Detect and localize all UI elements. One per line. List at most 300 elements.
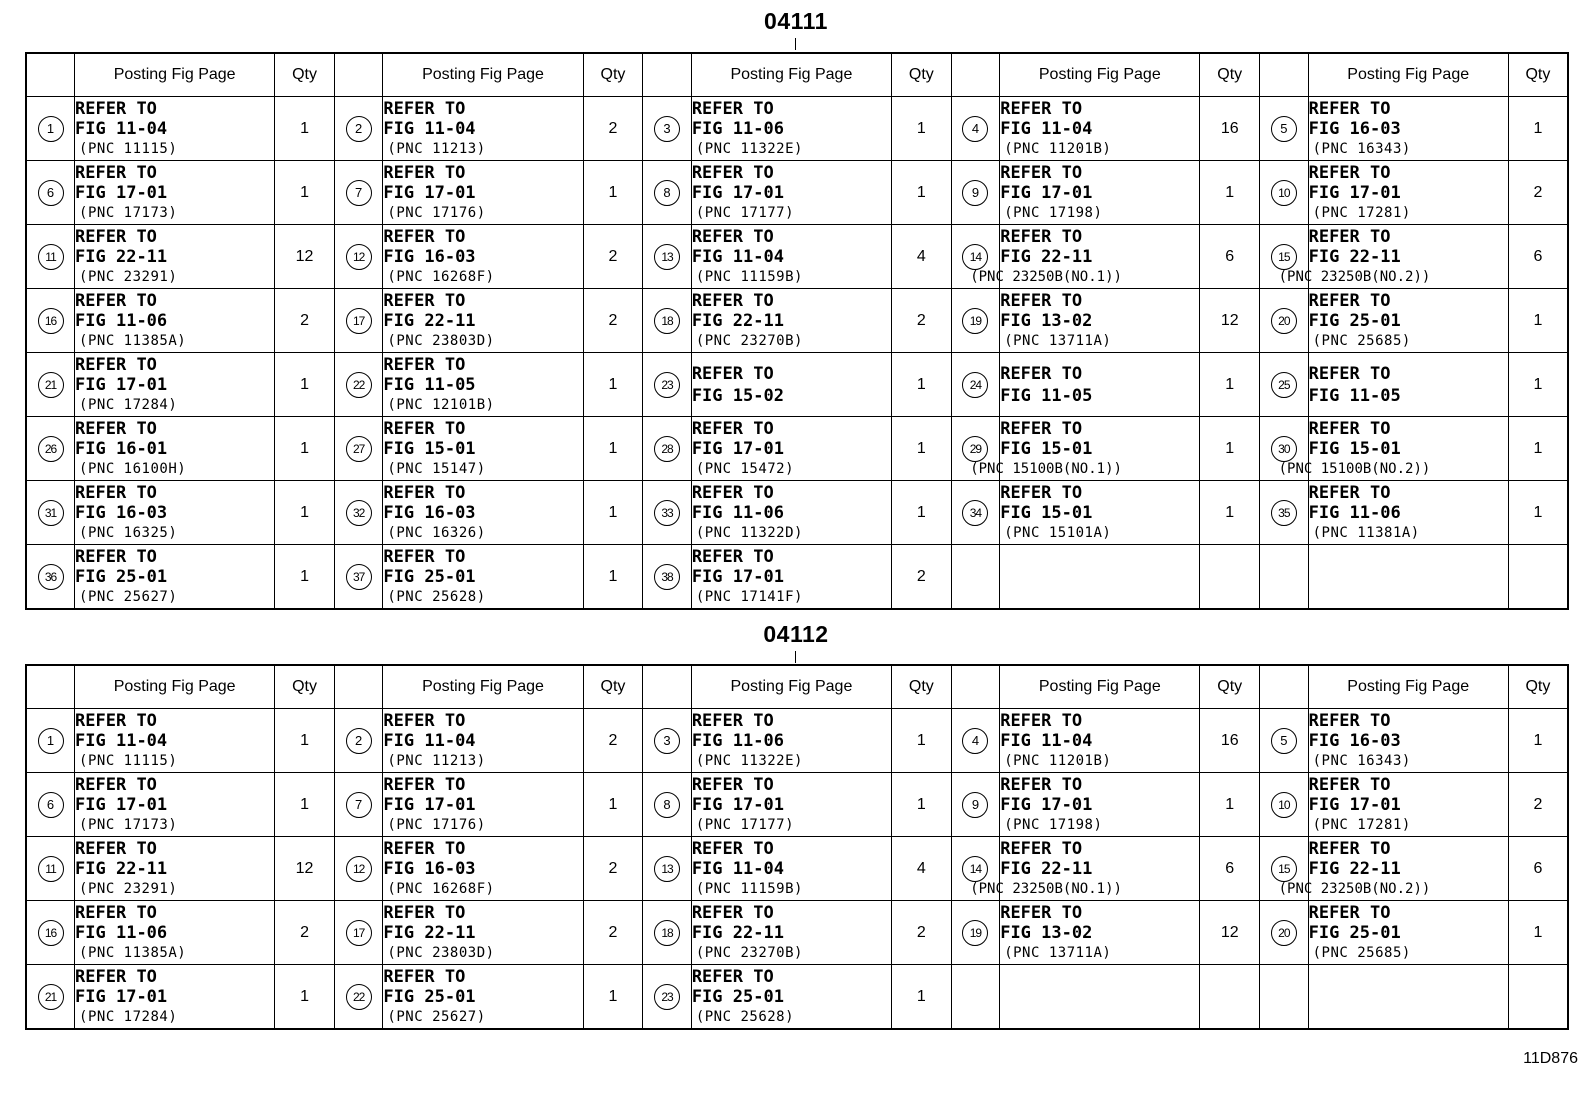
pnc-text: (PNC 23250B(NO.2)) bbox=[1278, 880, 1431, 897]
header-posting-fig-page: Posting Fig Page bbox=[1000, 665, 1200, 709]
posting-fig-page-cell bbox=[383, 417, 583, 481]
refer-to-text: REFER TO bbox=[383, 418, 466, 439]
empty-cell bbox=[951, 545, 1000, 610]
item-number-cell bbox=[26, 481, 75, 545]
qty-cell: 6 bbox=[1200, 837, 1260, 901]
posting-fig-page-cell bbox=[383, 709, 583, 773]
posting-fig-page-cell bbox=[383, 965, 583, 1030]
table-row bbox=[26, 225, 1568, 289]
circled-item-number: 23 bbox=[654, 984, 680, 1010]
circled-item-number: 13 bbox=[654, 244, 680, 270]
refer-to-text: REFER TO bbox=[691, 98, 774, 119]
circled-item-number: 19 bbox=[962, 920, 988, 946]
posting-fig-page-cell bbox=[75, 965, 275, 1030]
fig-page-text: FIG 11-04 bbox=[383, 118, 476, 139]
table-row bbox=[26, 901, 1568, 965]
item-number-cell bbox=[26, 289, 75, 353]
qty-cell: 12 bbox=[275, 837, 335, 901]
circled-item-number: 7 bbox=[346, 792, 372, 818]
qty-cell: 1 bbox=[892, 481, 952, 545]
pnc-text: (PNC 25685) bbox=[1312, 944, 1411, 961]
qty-cell: 1 bbox=[275, 481, 335, 545]
posting-fig-page-cell bbox=[691, 353, 891, 417]
pnc-text: (PNC 17198) bbox=[1004, 816, 1103, 833]
pnc-text: (PNC 12101B) bbox=[387, 396, 495, 413]
item-number-cell bbox=[643, 161, 692, 225]
item-number-cell bbox=[643, 289, 692, 353]
item-number-cell bbox=[1260, 161, 1309, 225]
pnc-text: (PNC 25627) bbox=[387, 1008, 486, 1025]
fig-page-text: FIG 25-01 bbox=[1308, 310, 1401, 331]
refer-to-text: REFER TO bbox=[383, 902, 466, 923]
qty-cell: 1 bbox=[1200, 161, 1260, 225]
pnc-text: (PNC 11213) bbox=[387, 752, 486, 769]
empty-cell bbox=[1508, 545, 1568, 610]
circled-item-number: 20 bbox=[1271, 308, 1297, 334]
fig-page-text: FIG 13-02 bbox=[1000, 310, 1093, 331]
refer-to-text: REFER TO bbox=[1308, 98, 1391, 119]
fig-page-text: FIG 22-11 bbox=[691, 922, 784, 943]
qty-cell: 1 bbox=[275, 417, 335, 481]
fig-page-text: FIG 15-01 bbox=[383, 438, 476, 459]
circled-item-number: 4 bbox=[962, 116, 988, 142]
posting-fig-page-cell bbox=[1000, 97, 1200, 161]
qty-cell: 12 bbox=[1200, 289, 1260, 353]
qty-cell: 1 bbox=[1508, 417, 1568, 481]
pnc-text: (PNC 16268F) bbox=[387, 880, 495, 897]
qty-cell: 2 bbox=[583, 901, 643, 965]
refer-to-text: REFER TO bbox=[691, 546, 774, 567]
posting-fig-page-cell bbox=[1308, 709, 1508, 773]
refer-to-text: REFER TO bbox=[1308, 162, 1391, 183]
item-number-cell bbox=[1260, 773, 1309, 837]
fig-page-text: FIG 11-04 bbox=[75, 118, 168, 139]
pnc-text: (PNC 16343) bbox=[1312, 752, 1411, 769]
circled-item-number: 18 bbox=[654, 920, 680, 946]
qty-cell: 1 bbox=[1200, 353, 1260, 417]
posting-fig-page-cell bbox=[383, 97, 583, 161]
fig-page-text: FIG 17-01 bbox=[383, 182, 476, 203]
posting-fig-page-cell bbox=[75, 97, 275, 161]
posting-fig-page-cell bbox=[383, 545, 583, 610]
qty-cell: 1 bbox=[1200, 773, 1260, 837]
refer-to-text: REFER TO bbox=[1308, 226, 1391, 247]
refer-to-text: REFER TO bbox=[75, 226, 157, 247]
pnc-text: (PNC 23291) bbox=[79, 268, 178, 285]
pnc-text: (PNC 17177) bbox=[695, 816, 795, 833]
fig-page-text: FIG 22-11 bbox=[1000, 246, 1093, 267]
refer-to-text: REFER TO bbox=[1000, 226, 1083, 247]
circled-item-number: 6 bbox=[38, 180, 64, 206]
pnc-text: (PNC 23803D) bbox=[387, 944, 495, 961]
fig-page-text: FIG 11-06 bbox=[691, 502, 784, 523]
posting-fig-page-cell bbox=[691, 481, 891, 545]
fig-page-text: FIG 15-01 bbox=[1308, 438, 1401, 459]
item-number-cell bbox=[26, 417, 75, 481]
circled-item-number: 17 bbox=[346, 308, 372, 334]
empty-cell bbox=[1308, 545, 1508, 610]
item-number-cell bbox=[26, 709, 75, 773]
fig-page-text: FIG 15-01 bbox=[1000, 438, 1093, 459]
pnc-text: (PNC 11322D) bbox=[695, 524, 803, 541]
circled-item-number: 31 bbox=[38, 500, 64, 526]
circled-item-number: 34 bbox=[962, 500, 988, 526]
fig-page-text: FIG 25-01 bbox=[1308, 922, 1401, 943]
pnc-text: (PNC 17284) bbox=[79, 396, 178, 413]
pnc-text: (PNC 11213) bbox=[387, 140, 486, 157]
circled-item-number: 32 bbox=[346, 500, 372, 526]
posting-fig-page-cell bbox=[1000, 353, 1200, 417]
pnc-text: (PNC 23250B(NO.2)) bbox=[1278, 268, 1431, 285]
refer-to-text: REFER TO bbox=[691, 226, 774, 247]
posting-fig-page-cell bbox=[1000, 161, 1200, 225]
header-number-cell bbox=[334, 53, 383, 97]
qty-cell: 1 bbox=[583, 481, 643, 545]
qty-cell: 1 bbox=[275, 709, 335, 773]
fig-page-text: FIG 17-01 bbox=[75, 986, 168, 1007]
fig-page-text: FIG 22-11 bbox=[383, 922, 476, 943]
circled-item-number: 2 bbox=[346, 116, 372, 142]
refer-to-text: REFER TO bbox=[1308, 418, 1391, 439]
header-number-cell bbox=[643, 53, 692, 97]
circled-item-number: 11 bbox=[38, 244, 64, 270]
item-number-cell bbox=[26, 161, 75, 225]
circled-item-number: 37 bbox=[346, 564, 372, 590]
refer-to-text: REFER TO bbox=[75, 162, 157, 183]
posting-fig-page-cell bbox=[691, 709, 891, 773]
posting-fig-page-cell bbox=[1000, 709, 1200, 773]
fig-page-text: FIG 11-04 bbox=[1000, 730, 1093, 751]
qty-cell: 2 bbox=[1508, 773, 1568, 837]
pnc-text: (PNC 23291) bbox=[79, 880, 178, 897]
table-row bbox=[26, 97, 1568, 161]
illustration-code: 11D876 bbox=[1523, 1050, 1578, 1067]
circled-item-number: 28 bbox=[654, 436, 680, 462]
pnc-text: (PNC 15147) bbox=[387, 460, 486, 477]
qty-cell: 1 bbox=[275, 773, 335, 837]
table-row bbox=[26, 289, 1568, 353]
posting-fig-page-cell bbox=[75, 417, 275, 481]
refer-to-text: REFER TO bbox=[691, 774, 774, 795]
fig-page-text: FIG 11-06 bbox=[75, 310, 168, 331]
refer-to-text: REFER TO bbox=[383, 546, 466, 567]
empty-cell bbox=[1200, 965, 1260, 1030]
item-number-cell bbox=[643, 545, 692, 610]
posting-fig-page-cell bbox=[1308, 901, 1508, 965]
pnc-text: (PNC 11159B) bbox=[695, 268, 803, 285]
refer-to-text: REFER TO bbox=[75, 546, 157, 567]
item-number-cell bbox=[951, 481, 1000, 545]
fig-page-text: FIG 11-04 bbox=[691, 858, 784, 879]
posting-fig-page-cell bbox=[1308, 353, 1508, 417]
circled-item-number: 10 bbox=[1271, 180, 1297, 206]
item-number-cell bbox=[1260, 481, 1309, 545]
posting-fig-page-cell bbox=[691, 97, 891, 161]
circled-item-number: 22 bbox=[346, 372, 372, 398]
header-qty: Qty bbox=[275, 53, 335, 97]
item-number-cell bbox=[951, 97, 1000, 161]
pnc-text: (PNC 16343) bbox=[1312, 140, 1411, 157]
item-number-cell bbox=[26, 97, 75, 161]
pnc-text: (PNC 17176) bbox=[387, 816, 486, 833]
fig-page-text: FIG 11-04 bbox=[1000, 118, 1093, 139]
qty-cell: 1 bbox=[1508, 709, 1568, 773]
header-number-cell bbox=[1260, 53, 1309, 97]
pnc-text: (PNC 11115) bbox=[79, 752, 178, 769]
posting-fig-page-cell bbox=[1308, 289, 1508, 353]
item-number-cell bbox=[951, 773, 1000, 837]
pnc-text: (PNC 11201B) bbox=[1004, 752, 1112, 769]
refer-to-text: REFER TO bbox=[1308, 710, 1391, 731]
qty-cell: 1 bbox=[1508, 481, 1568, 545]
refer-to-text: REFER TO bbox=[1000, 774, 1083, 795]
header-row bbox=[26, 665, 1568, 709]
pnc-text: (PNC 17177) bbox=[695, 204, 795, 221]
refer-to-text: REFER TO bbox=[1000, 162, 1083, 183]
refer-to-text: REFER TO bbox=[75, 290, 157, 311]
fig-page-text: FIG 16-03 bbox=[383, 502, 476, 523]
fig-page-text: FIG 11-04 bbox=[383, 730, 476, 751]
fig-page-text: FIG 25-01 bbox=[383, 986, 476, 1007]
table-row bbox=[26, 161, 1568, 225]
posting-fig-page-cell bbox=[75, 773, 275, 837]
circled-item-number: 8 bbox=[654, 180, 680, 206]
empty-cell bbox=[1200, 545, 1260, 610]
posting-fig-page-cell bbox=[75, 837, 275, 901]
item-number-cell bbox=[643, 709, 692, 773]
refer-to-text: REFER TO bbox=[75, 966, 157, 987]
header-qty: Qty bbox=[1200, 665, 1260, 709]
refer-to-text: REFER TO bbox=[1000, 418, 1083, 439]
qty-cell: 1 bbox=[1508, 97, 1568, 161]
qty-cell: 1 bbox=[1200, 417, 1260, 481]
refer-to-text: REFER TO bbox=[691, 902, 774, 923]
qty-cell: 1 bbox=[892, 97, 952, 161]
refer-to-text: REFER TO bbox=[691, 418, 774, 439]
pnc-text: (PNC 11385A) bbox=[79, 332, 187, 349]
refer-to-text: REFER TO bbox=[75, 354, 157, 375]
header-qty: Qty bbox=[1200, 53, 1260, 97]
qty-cell: 1 bbox=[275, 97, 335, 161]
refer-to-text: REFER TO bbox=[691, 290, 774, 311]
circled-item-number: 7 bbox=[346, 180, 372, 206]
circled-item-number: 21 bbox=[38, 984, 64, 1010]
pnc-text: (PNC 16326) bbox=[387, 524, 486, 541]
circled-item-number: 29 bbox=[962, 436, 988, 462]
posting-fig-page-cell bbox=[75, 225, 275, 289]
posting-fig-page-cell bbox=[383, 773, 583, 837]
group-title-leader-line bbox=[795, 38, 796, 50]
header-posting-fig-page: Posting Fig Page bbox=[75, 53, 275, 97]
circled-item-number: 5 bbox=[1271, 728, 1297, 754]
refer-to-text: REFER TO bbox=[1000, 98, 1083, 119]
posting-fig-page-cell bbox=[75, 709, 275, 773]
refer-to-text: REFER TO bbox=[383, 98, 466, 119]
pnc-text: (PNC 23250B(NO.1)) bbox=[970, 880, 1122, 897]
pnc-text: (PNC 11322E) bbox=[695, 752, 803, 769]
qty-cell: 1 bbox=[275, 545, 335, 610]
refer-to-text: REFER TO bbox=[1308, 482, 1391, 503]
refer-to-text: REFER TO bbox=[691, 710, 774, 731]
refer-to-text: REFER TO bbox=[75, 710, 157, 731]
qty-cell: 2 bbox=[583, 709, 643, 773]
posting-fig-page-cell bbox=[1000, 773, 1200, 837]
fig-page-text: FIG 11-06 bbox=[1308, 502, 1401, 523]
circled-item-number: 4 bbox=[962, 728, 988, 754]
circled-item-number: 11 bbox=[38, 856, 64, 882]
refer-to-text: REFER TO bbox=[383, 710, 466, 731]
posting-fig-page-cell bbox=[1000, 901, 1200, 965]
circled-item-number: 15 bbox=[1271, 856, 1297, 882]
pnc-text: (PNC 16268F) bbox=[387, 268, 495, 285]
header-qty: Qty bbox=[892, 665, 952, 709]
fig-page-text: FIG 13-02 bbox=[1000, 922, 1093, 943]
item-number-cell bbox=[334, 709, 383, 773]
pnc-text: (PNC 17198) bbox=[1004, 204, 1103, 221]
qty-cell: 1 bbox=[892, 773, 952, 837]
refer-to-text: REFER TO bbox=[1308, 290, 1391, 311]
fig-page-text: FIG 16-03 bbox=[1308, 118, 1401, 139]
header-posting-fig-page: Posting Fig Page bbox=[383, 665, 583, 709]
circled-item-number: 1 bbox=[38, 116, 64, 142]
header-posting-fig-page: Posting Fig Page bbox=[75, 665, 275, 709]
circled-item-number: 21 bbox=[38, 372, 64, 398]
refer-to-text: REFER TO bbox=[1308, 838, 1391, 859]
pnc-text: (PNC 15472) bbox=[695, 460, 795, 477]
fig-page-text: FIG 17-01 bbox=[691, 794, 784, 815]
circled-item-number: 33 bbox=[654, 500, 680, 526]
qty-cell: 1 bbox=[583, 161, 643, 225]
posting-fig-page-cell bbox=[1308, 161, 1508, 225]
pnc-text: (PNC 23250B(NO.1)) bbox=[970, 268, 1122, 285]
refer-to-text: REFER TO bbox=[383, 162, 466, 183]
refer-to-text: REFER TO bbox=[75, 838, 157, 859]
refer-to-text: REFER TO bbox=[383, 226, 466, 247]
circled-item-number: 13 bbox=[654, 856, 680, 882]
qty-cell: 6 bbox=[1508, 225, 1568, 289]
qty-cell: 1 bbox=[583, 417, 643, 481]
qty-cell: 1 bbox=[892, 709, 952, 773]
qty-cell: 2 bbox=[1508, 161, 1568, 225]
pnc-text: (PNC 11385A) bbox=[79, 944, 187, 961]
posting-fig-page-cell bbox=[75, 289, 275, 353]
pnc-text: (PNC 16325) bbox=[79, 524, 178, 541]
pnc-text: (PNC 15100B(NO.1)) bbox=[970, 460, 1122, 477]
item-number-cell bbox=[26, 837, 75, 901]
circled-item-number: 15 bbox=[1271, 244, 1297, 270]
item-number-cell bbox=[334, 353, 383, 417]
qty-cell: 16 bbox=[1200, 97, 1260, 161]
qty-cell: 1 bbox=[583, 965, 643, 1030]
circled-item-number: 20 bbox=[1271, 920, 1297, 946]
pnc-text: (PNC 11201B) bbox=[1004, 140, 1112, 157]
circled-item-number: 12 bbox=[346, 244, 372, 270]
circled-item-number: 17 bbox=[346, 920, 372, 946]
circled-item-number: 1 bbox=[38, 728, 64, 754]
qty-cell: 2 bbox=[583, 97, 643, 161]
pnc-text: (PNC 15101A) bbox=[1004, 524, 1112, 541]
fig-page-text: FIG 22-11 bbox=[1308, 246, 1401, 267]
item-number-cell bbox=[951, 353, 1000, 417]
table-row bbox=[26, 417, 1568, 481]
circled-item-number: 27 bbox=[346, 436, 372, 462]
qty-cell: 16 bbox=[1200, 709, 1260, 773]
refer-to-text: REFER TO bbox=[1000, 482, 1083, 503]
qty-cell: 1 bbox=[892, 417, 952, 481]
qty-cell: 4 bbox=[892, 837, 952, 901]
fig-page-text: FIG 17-01 bbox=[1000, 182, 1093, 203]
posting-fig-page-cell bbox=[383, 161, 583, 225]
empty-cell bbox=[1508, 965, 1568, 1030]
refer-to-text: REFER TO bbox=[383, 838, 466, 859]
fig-page-text: FIG 17-01 bbox=[1308, 794, 1401, 815]
qty-cell: 1 bbox=[275, 353, 335, 417]
posting-fig-page-cell bbox=[383, 481, 583, 545]
pnc-text: (PNC 11322E) bbox=[695, 140, 803, 157]
fig-page-text: FIG 17-01 bbox=[691, 566, 784, 587]
qty-cell: 12 bbox=[275, 225, 335, 289]
fig-page-text: FIG 25-01 bbox=[75, 566, 168, 587]
header-qty: Qty bbox=[1508, 53, 1568, 97]
qty-cell: 1 bbox=[1508, 901, 1568, 965]
pnc-text: (PNC 25628) bbox=[695, 1008, 795, 1025]
header-number-cell bbox=[951, 665, 1000, 709]
posting-fig-page-cell bbox=[1308, 97, 1508, 161]
pnc-text: (PNC 17281) bbox=[1312, 816, 1411, 833]
circled-item-number: 16 bbox=[38, 920, 64, 946]
posting-fig-page-cell bbox=[383, 353, 583, 417]
item-number-cell bbox=[334, 289, 383, 353]
fig-page-text: FIG 22-11 bbox=[75, 246, 168, 267]
posting-fig-page-cell bbox=[1308, 481, 1508, 545]
header-posting-fig-page: Posting Fig Page bbox=[691, 53, 891, 97]
refer-to-text: REFER TO bbox=[383, 774, 466, 795]
fig-page-text: FIG 11-04 bbox=[691, 246, 784, 267]
header-qty: Qty bbox=[275, 665, 335, 709]
group-title-leader-line bbox=[795, 651, 796, 663]
item-number-cell bbox=[643, 417, 692, 481]
circled-item-number: 10 bbox=[1271, 792, 1297, 818]
fig-page-text: FIG 22-11 bbox=[1308, 858, 1401, 879]
item-number-cell bbox=[951, 289, 1000, 353]
pnc-text: (PNC 16100H) bbox=[79, 460, 187, 477]
posting-fig-page-cell bbox=[691, 417, 891, 481]
qty-cell: 1 bbox=[1508, 353, 1568, 417]
qty-cell: 12 bbox=[1200, 901, 1260, 965]
qty-cell: 1 bbox=[892, 965, 952, 1030]
qty-cell: 6 bbox=[1508, 837, 1568, 901]
item-number-cell bbox=[26, 353, 75, 417]
empty-cell bbox=[1308, 965, 1508, 1030]
table-row bbox=[26, 545, 1568, 610]
qty-cell: 4 bbox=[892, 225, 952, 289]
fig-page-text: FIG 22-11 bbox=[383, 310, 476, 331]
fig-page-text: FIG 16-03 bbox=[383, 858, 476, 879]
circled-item-number: 5 bbox=[1271, 116, 1297, 142]
posting-fig-page-cell bbox=[691, 289, 891, 353]
header-posting-fig-page: Posting Fig Page bbox=[691, 665, 891, 709]
table-row bbox=[26, 965, 1568, 1030]
qty-cell: 1 bbox=[275, 161, 335, 225]
pnc-text: (PNC 23270B) bbox=[695, 332, 803, 349]
circled-item-number: 8 bbox=[654, 792, 680, 818]
header-posting-fig-page: Posting Fig Page bbox=[383, 53, 583, 97]
pnc-text: (PNC 17284) bbox=[79, 1008, 178, 1025]
posting-fig-page-cell bbox=[383, 289, 583, 353]
posting-fig-page-cell bbox=[691, 965, 891, 1030]
qty-cell: 1 bbox=[1508, 289, 1568, 353]
header-number-cell bbox=[26, 53, 75, 97]
